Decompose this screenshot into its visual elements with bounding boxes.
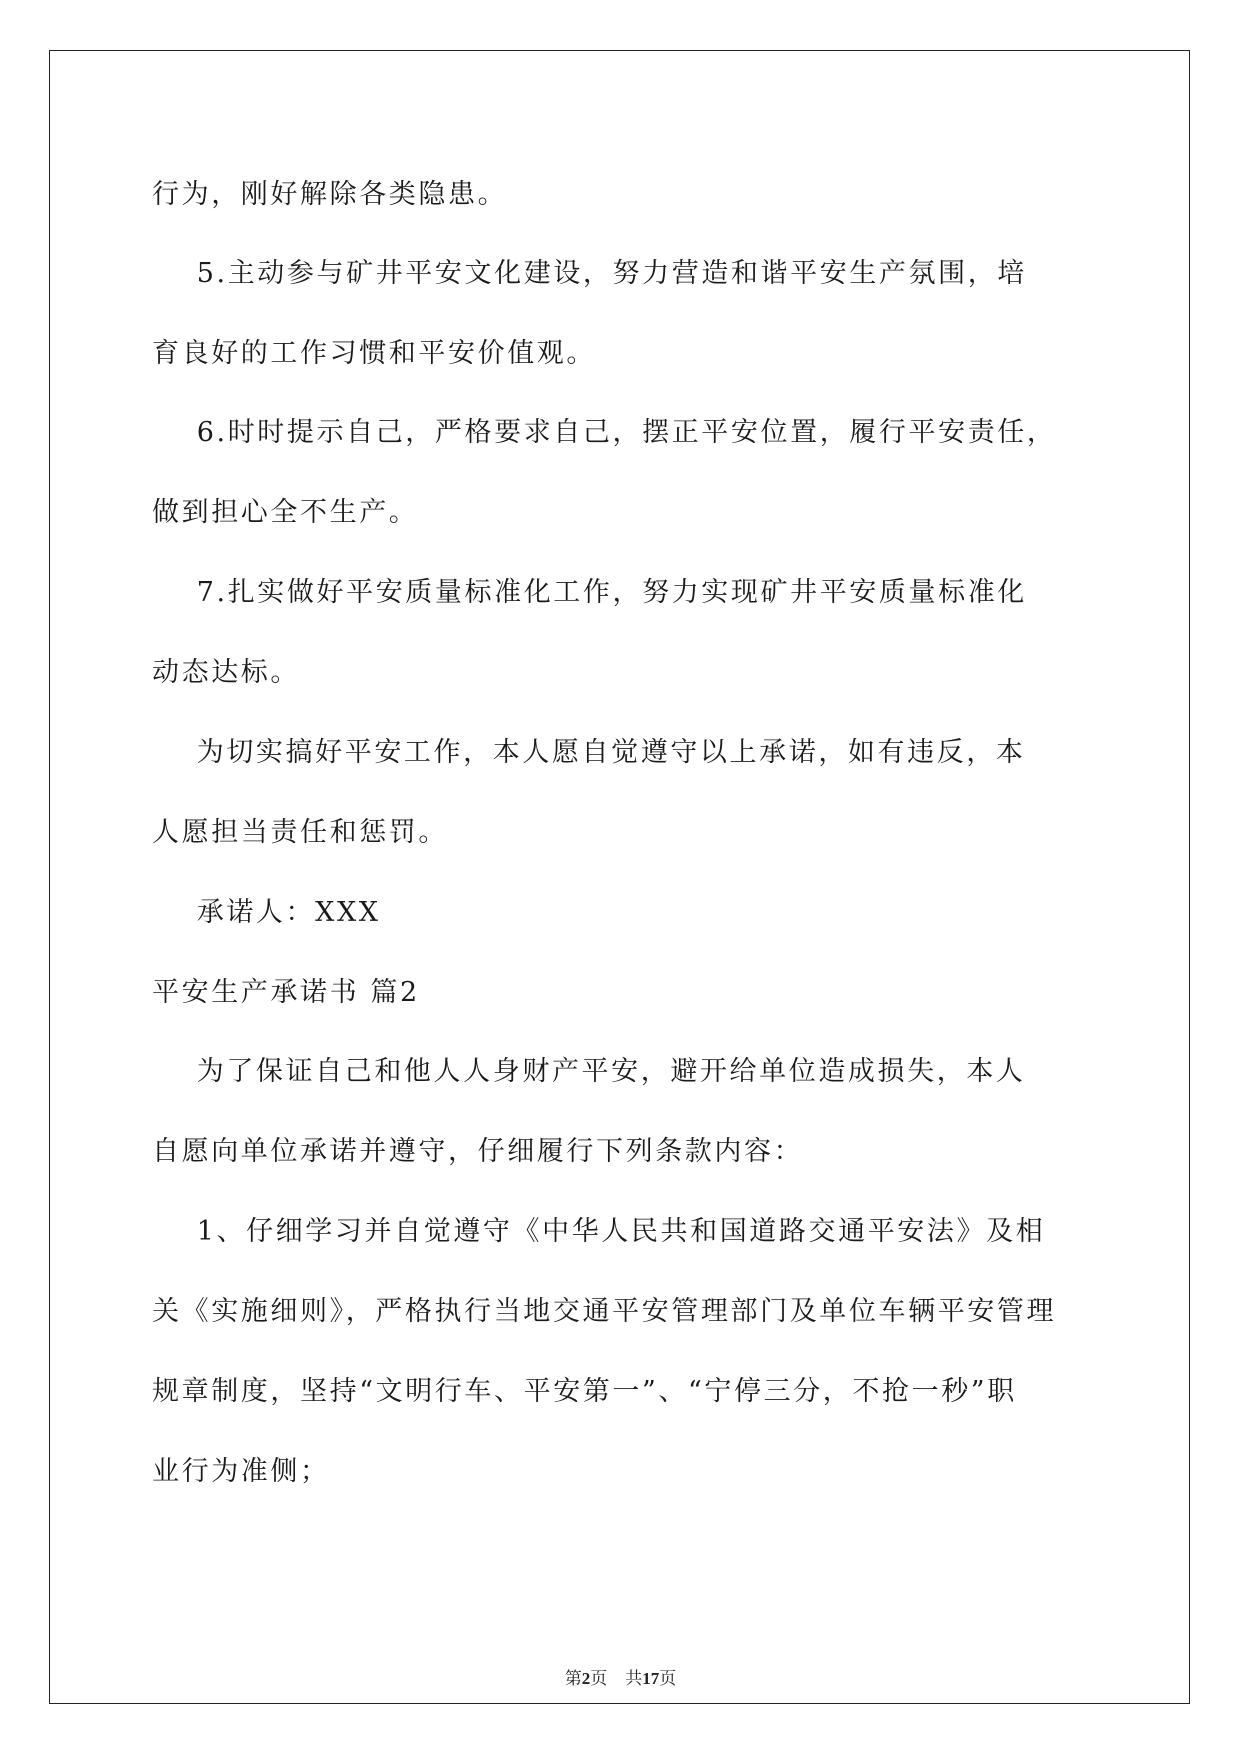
- text-line: 规章制度，坚持“文明行车、平安第一”、“宁停三分，不抢一秒”职: [152, 1376, 1017, 1407]
- text-line: 做到担心全不生产。: [152, 497, 419, 528]
- footer-suffix: 页: [659, 1669, 677, 1688]
- text-line: 1、仔细学习并自觉遵守《中华人民共和国道路交通平安法》及相: [152, 1216, 1046, 1247]
- footer-total-prefix: 共: [625, 1669, 643, 1688]
- text-line: 为了保证自己和他人人身财产平安，避开给单位造成损失，本人: [152, 1056, 1026, 1087]
- current-page-number: 2: [581, 1669, 591, 1688]
- text-line: 关《实施细则》，严格执行当地交通平安管理部门及单位车辆平安管理: [152, 1296, 1057, 1327]
- text-line: 自愿向单位承诺并遵守，仔细履行下列条款内容：: [152, 1136, 804, 1167]
- text-line: 动态达标。: [152, 657, 300, 688]
- signer-line: 承诺人：XXX: [152, 897, 381, 928]
- page-footer: [0, 1667, 1241, 1691]
- text-line: 行为，刚好解除各类隐患。: [152, 179, 508, 210]
- total-page-count: 17: [642, 1669, 660, 1688]
- text-line: 5.主动参与矿井平安文化建设，努力营造和谐平安生产氛围，培: [152, 258, 1027, 289]
- text-line: 7.扎实做好平安质量标准化工作，努力实现矿井平安质量标准化: [152, 577, 1027, 608]
- text-line: 6.时时提示自己，严格要求自己，摆正平安位置，履行平安责任，: [152, 417, 1057, 448]
- text-line: 育良好的工作习惯和平安价值观。: [152, 338, 596, 369]
- section-heading: 平安生产承诺书 篇2: [152, 977, 420, 1008]
- text-line: 为切实搞好平安工作，本人愿自觉遵守以上承诺，如有违反，本: [152, 737, 1026, 768]
- text-line: 业行为准侧；: [152, 1456, 330, 1487]
- text-line: 人愿担当责任和惩罚。: [152, 817, 448, 848]
- footer-prefix: 第: [564, 1669, 582, 1688]
- footer-page-unit: 页: [590, 1669, 608, 1688]
